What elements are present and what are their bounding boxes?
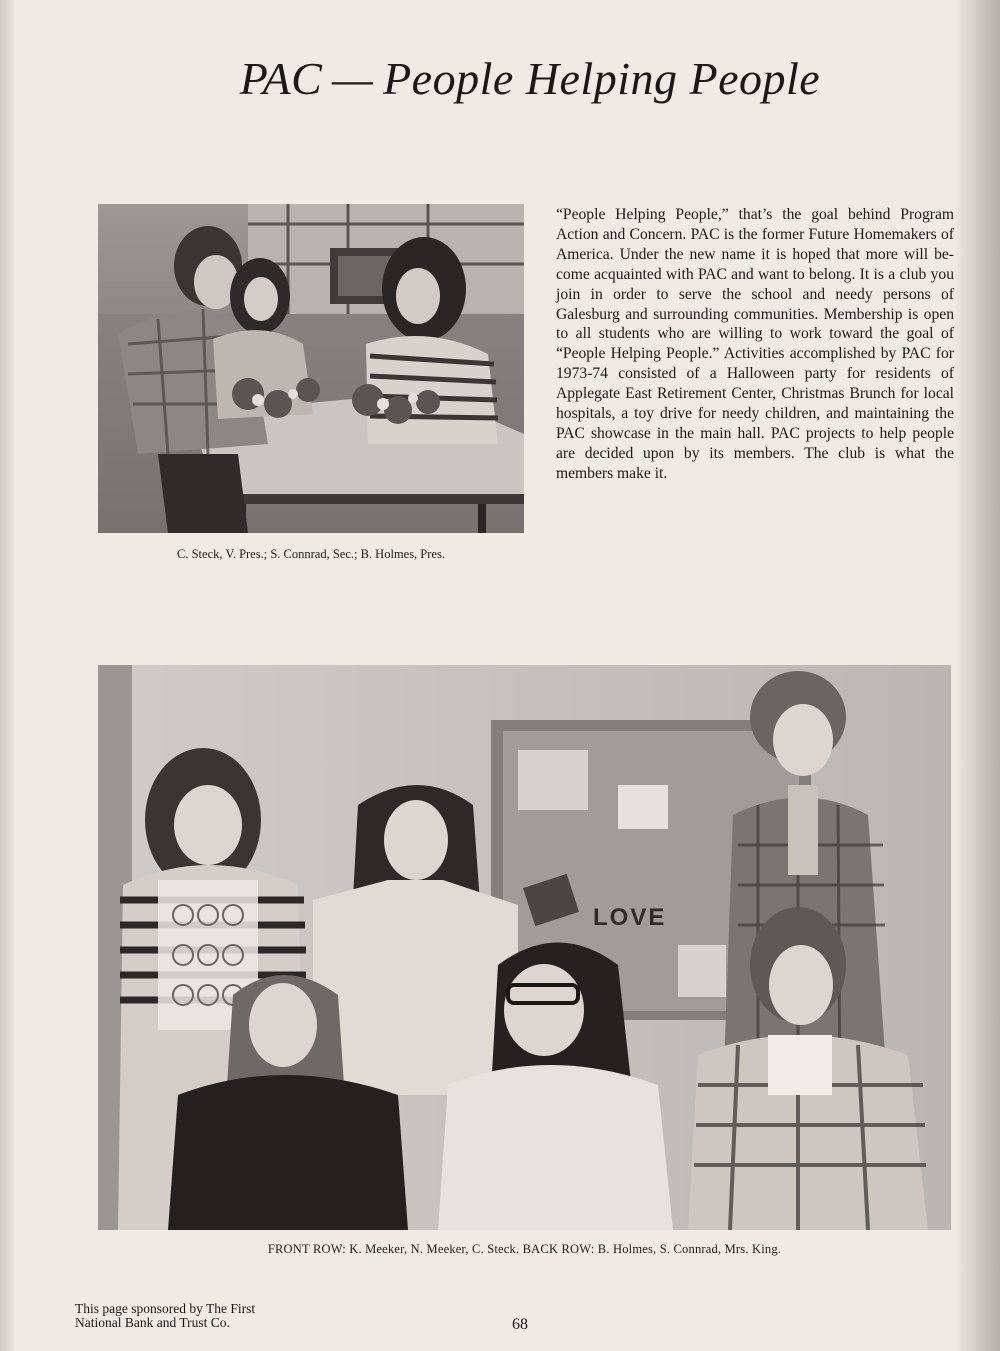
officers-photo — [98, 204, 524, 533]
sponsor-line-1: This page sponsored by The First — [75, 1301, 256, 1316]
sponsor-line-2: National Bank and Trust Co. — [75, 1315, 230, 1330]
officers-photo-caption: C. Steck, V. Pres.; S. Connrad, Sec.; B. Holmes, Pres. — [177, 547, 445, 561]
page-number: 68 — [512, 1316, 528, 1333]
group-photo — [98, 665, 951, 1230]
page-edge — [0, 0, 14, 1351]
group-photo-image — [98, 665, 951, 1230]
bulletin-love-text: LOVE — [593, 904, 667, 931]
page-title: PAC — People Helping People — [239, 53, 821, 104]
sponsor-note — [75, 1302, 395, 1330]
officers-photo-image — [98, 204, 524, 533]
group-photo-caption: FRONT ROW: K. Meeker, N. Meeker, C. Steck. BACK ROW: B. Holmes, S. Connrad, Mrs. King. — [267, 1242, 782, 1256]
gutter-shadow — [954, 0, 1000, 1351]
article-body: “People Helping People,” that’s the goal behind Program Action and Concern. PAC is the former Future Homemakers of America. Under the new name it is hoped that more will become acquainted with PAC and want to belong. It is a club you join in order to serve the school and needy persons of Galesburg and surrounding communities. Membership is open to all students who are willing to work toward the goal of “People Helping People.” Activities accomplished by PAC for 1973-74 consisted of a Halloween party for residents of Applegate East Retirement Center, Christmas Brunch for local hospitals, a toy drive for needy children, and maintaining the PAC showcase in the main hall. PAC projects to help people are decided upon by its members. The club is what the members make it. — [556, 206, 954, 482]
